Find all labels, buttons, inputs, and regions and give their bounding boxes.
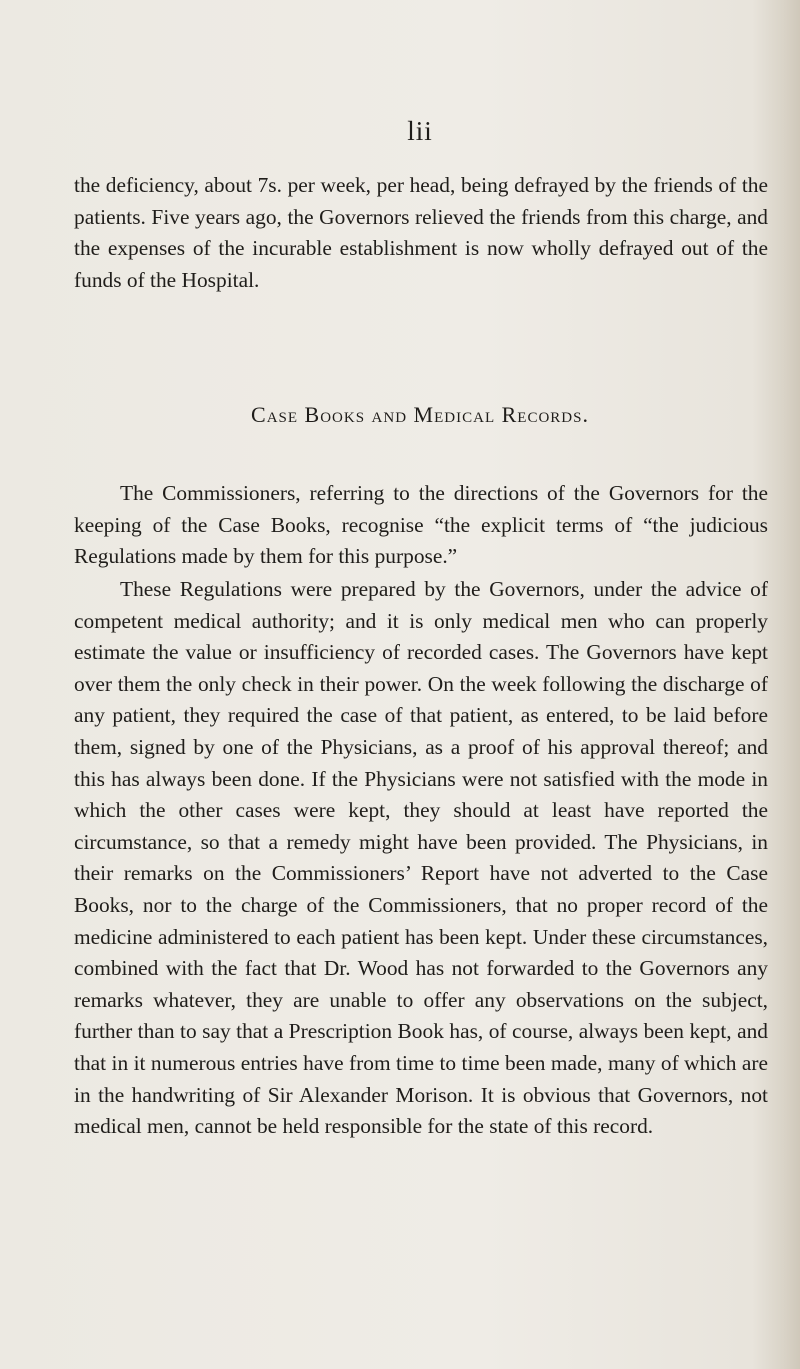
section-heading: Case Books and Medical Records. xyxy=(251,402,589,427)
page-number: lii xyxy=(407,116,433,146)
paragraph-text: The Commissioners, referring to the directions of the Governors for the keeping of the Case Books, recognise “the explicit terms of “the judicious Regulations made by them for this purpose.” xyxy=(74,481,768,569)
paragraph-text: the deficiency, about 7s. per week, per head, being defrayed by the friends of the patients. Five years ago, the Governors relieved the friends from this charge, and the expenses of the incurable establishment is now wholly defrayed out of the funds of the Hospital. xyxy=(74,173,768,292)
paragraph-text: These Regulations were prepared by the Governors, under the advice of competent medical authority; and it is only medical men who can properly estimate the value or insufficiency of recorded cases. The Governors have kept over them the only check in their power. On the week following the discharge of any patient, they required the case of that patient, as entered, to be laid before them, signed by one of the Physicians, as a proof of his approval thereof; and this has always been done. If the Physicians were not satisfied with the mode in which the other cases were kept, they should at least have reported the circumstance, so that a remedy might have been provided. The Physicians, in their remarks on the Commissioners’ Report have not adverted to the Case Books, nor to the charge of the Commissioners, that no proper record of the medicine administered to each patient has been kept. Under these circumstances, combined with the fact that Dr. Wood has not forwarded to the Governors any remarks whatever, they are unable to offer any observations on the subject, further than to say that a Prescription Book has, of course, always been kept, and that in it numerous entries have from time to time been made, many of which are in the handwriting of Sir Alexander Morison. It is obvious that Governors, not medical men, cannot be held responsible for the state of this record. xyxy=(74,577,768,1139)
paragraph-regulations xyxy=(74,574,768,1143)
paragraph-continuation xyxy=(74,170,768,296)
paragraph-commissioners xyxy=(74,478,768,573)
